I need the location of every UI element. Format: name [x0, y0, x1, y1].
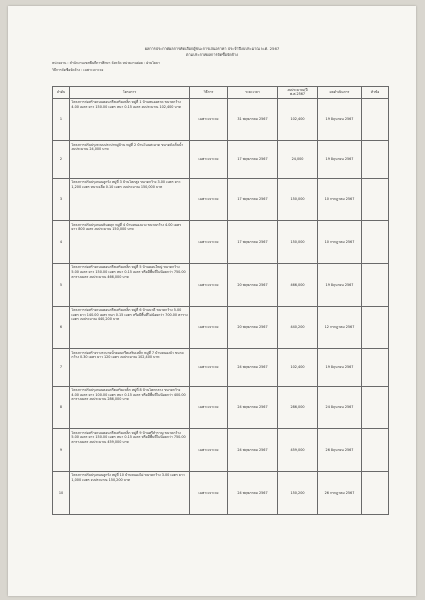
cell-result: 19 มิถุนายน 2567: [318, 349, 362, 386]
document-page: [8, 6, 416, 596]
cell-project: โครงการปรับปรุงระบบประปาหมู่บ้าน หมู่ที่ 2 บ้านโนนสะอาด ขนาดถังเก็บน้ำ งบประมาณ 24,000 บาท: [70, 141, 190, 178]
col-header-budget: งบประมาณ(ปี พ.ศ.2567: [278, 87, 318, 99]
cell-period: 17 พฤษภาคม 2567: [228, 221, 278, 264]
cell-result: 10 กรกฎาคม 2567: [318, 178, 362, 221]
col-header-period: ระยะเวลา: [228, 87, 278, 99]
cell-note: [362, 306, 389, 349]
cell-project: โครงการก่อสร้างรางระบายน้ำคอนกรีตเสริมเหล็ก หมู่ที่ 7 บ้านหนองบัว ขนาดกว้าง 0.30 เมตร ยาว 120 เมตร งบประมาณ 102,400 บาท: [70, 349, 190, 386]
cell-method: เฉพาะเจาะจง: [190, 306, 228, 349]
cell-method: เฉพาะเจาะจง: [190, 429, 228, 472]
cell-period: 24 พฤษภาคม 2567: [228, 386, 278, 429]
cell-number: 6: [53, 306, 70, 349]
cell-method: เฉพาะเจาะจง: [190, 98, 228, 141]
cell-number: 1: [53, 98, 70, 141]
cell-project: โครงการก่อสร้างถนนคอนกรีตเสริมเหล็ก หมู่ที่ 9 บ้านศรีสำราญ ขนาดกว้าง 5.00 เมตร ยาว 150.00 เมตร หนา 0.15 เมตร หรือมีพื้นที่ไม่น้อยกว่า 750.00 ตารางเมตร งบประมาณ 459,000 บาท: [70, 429, 190, 472]
cell-budget: 459,000: [278, 429, 318, 472]
cell-budget: 150,000: [278, 178, 318, 221]
cell-budget: 150,000: [278, 221, 318, 264]
cell-number: 9: [53, 429, 70, 472]
col-header-project: โครงการ: [70, 87, 190, 99]
cell-period: 17 พฤษภาคม 2567: [228, 178, 278, 221]
cell-budget: 466,000: [278, 264, 318, 307]
cell-period: 24 พฤษภาคม 2567: [228, 349, 278, 386]
cell-result: 10 กรกฎาคม 2567: [318, 221, 362, 264]
cell-project: โครงการก่อสร้างถนนคอนกรีตเสริมเหล็ก หมู่ที่ 5 บ้านดอนใหญ่ ขนาดกว้าง 5.00 เมตร ยาว 150.00 เมตร หนา 0.15 เมตร หรือมีพื้นที่ไม่น้อยกว่า 750.00 ตารางเมตร งบประมาณ 466,000 บาท: [70, 264, 190, 307]
cell-number: 2: [53, 141, 70, 178]
cell-result: 19 มิถุนายน 2567: [318, 264, 362, 307]
cell-note: [362, 264, 389, 307]
cell-result: 26 กรกฎาคม 2567: [318, 471, 362, 514]
cell-note: [362, 349, 389, 386]
cell-period: 17 พฤษภาคม 2567: [228, 141, 278, 178]
cell-method: เฉพาะเจาะจง: [190, 471, 228, 514]
cell-budget: 102,400: [278, 349, 318, 386]
cell-method: เฉพาะเจาะจง: [190, 264, 228, 307]
cell-period: 20 พฤษภาคม 2567: [228, 264, 278, 307]
cell-number: 4: [53, 221, 70, 264]
col-header-number: ลำดับ: [53, 87, 70, 99]
cell-result: 19 มิถุนายน 2567: [318, 98, 362, 141]
cell-method: เฉพาะเจาะจง: [190, 221, 228, 264]
table-row: [53, 386, 389, 429]
table-row: [53, 221, 389, 264]
cell-method: เฉพาะเจาะจง: [190, 386, 228, 429]
cell-note: [362, 386, 389, 429]
cell-note: [362, 471, 389, 514]
col-header-note: หัวข้อ: [362, 87, 389, 99]
cell-note: [362, 178, 389, 221]
col-header-result: ผลดำเนินการ: [318, 87, 362, 99]
table-row: [53, 471, 389, 514]
cell-period: 24 พฤษภาคม 2567: [228, 429, 278, 472]
procurement-table: [52, 86, 389, 515]
cell-number: 3: [53, 178, 70, 221]
cell-period: 24 พฤษภาคม 2567: [228, 471, 278, 514]
cell-period: 20 พฤษภาคม 2567: [228, 306, 278, 349]
cell-note: [362, 141, 389, 178]
document-title: ผลการประกาศผลการคัดเลือกผู้ชนะการเสนอราคา ประจำปีงบประมาณ พ.ศ. 2567: [144, 46, 280, 51]
cell-method: เฉพาะเจาะจง: [190, 141, 228, 178]
table-row: [53, 306, 389, 349]
cell-project: โครงการปรับปรุงถนนลูกรัง หมู่ที่ 3 บ้านโคกสูง ขนาดกว้าง 3.00 เมตร ยาว 1,200 เมตร หนาเฉลี่ย 0.10 เมตร งบประมาณ 150,000 บาท: [70, 178, 190, 221]
table-row: [53, 98, 389, 141]
cell-budget: 102,400: [278, 98, 318, 141]
table-row: [53, 264, 389, 307]
cell-number: 5: [53, 264, 70, 307]
method-line: วิธีการจัดซื้อจัดจ้าง : เฉพาะเจาะจง: [52, 68, 104, 72]
cell-number: 7: [53, 349, 70, 386]
cell-project: โครงการปรับปรุงถนนคอนกรีตเสริมเหล็ก หมู่ที่ 8 บ้านโคกกลาง ขนาดกว้าง 4.00 เมตร ยาว 100.00 เมตร หนา 0.15 เมตร หรือมีพื้นที่ไม่น้อยกว่า 400.00 ตารางเมตร งบประมาณ 286,000 บาท: [70, 386, 190, 429]
cell-result: 26 มิถุนายน 2567: [318, 429, 362, 472]
table-header-row: [53, 87, 389, 99]
cell-period: 31 พฤษภาคม 2567: [228, 98, 278, 141]
cell-budget: 440,200: [278, 306, 318, 349]
cell-note: [362, 98, 389, 141]
cell-budget: 24,000: [278, 141, 318, 178]
agency-line: หน่วยงาน : สำนักงานเขตพื้นที่การศึกษา จังหวัด หน่วยงานย่อย : ฝ่ายโยธา: [52, 61, 160, 65]
table-row: [53, 141, 389, 178]
cell-result: 24 มิถุนายน 2567: [318, 386, 362, 429]
cell-project: โครงการปรับปรุงถนนลูกรัง หมู่ที่ 10 บ้านหนองไผ่ ขนาดกว้าง 3.00 เมตร ยาว 1,000 เมตร งบประมาณ 150,200 บาท: [70, 471, 190, 514]
cell-note: [362, 429, 389, 472]
cell-project: โครงการก่อสร้างถนนคอนกรีตเสริมเหล็ก หมู่ที่ 6 บ้านนาดี ขนาดกว้าง 5.00 เมตร ยาว 140.00 เมตร หนา 0.15 เมตร หรือมีพื้นที่ไม่น้อยกว่า 700.00 ตารางเมตร งบประมาณ 440,200 บาท: [70, 306, 190, 349]
cell-method: เฉพาะเจาะจง: [190, 178, 228, 221]
document-subtitle: ตามประกาศผลการจัดซื้อจัดจ้าง: [186, 52, 238, 57]
cell-budget: 150,200: [278, 471, 318, 514]
col-header-method: วิธีการ: [190, 87, 228, 99]
cell-project: โครงการปรับปรุงถนนหินคลุก หมู่ที่ 4 บ้านหนองแวง ขนาดกว้าง 4.00 เมตร ยาว 800 เมตร งบประมาณ 150,000 บาท: [70, 221, 190, 264]
cell-budget: 286,000: [278, 386, 318, 429]
cell-method: เฉพาะเจาะจง: [190, 349, 228, 386]
table-row: [53, 349, 389, 386]
cell-result: 12 กรกฎาคม 2567: [318, 306, 362, 349]
cell-number: 10: [53, 471, 70, 514]
cell-number: 8: [53, 386, 70, 429]
cell-project: โครงการก่อสร้างถนนคอนกรีตเสริมเหล็ก หมู่ที่ 1 บ้านหนองตาด ขนาดกว้าง 4.00 เมตร ยาว 150.00 เมตร หนา 0.15 เมตร งบประมาณ 102,400 บาท: [70, 98, 190, 141]
table-row: [53, 429, 389, 472]
cell-note: [362, 221, 389, 264]
table-row: [53, 178, 389, 221]
cell-result: 19 มิถุนายน 2567: [318, 141, 362, 178]
